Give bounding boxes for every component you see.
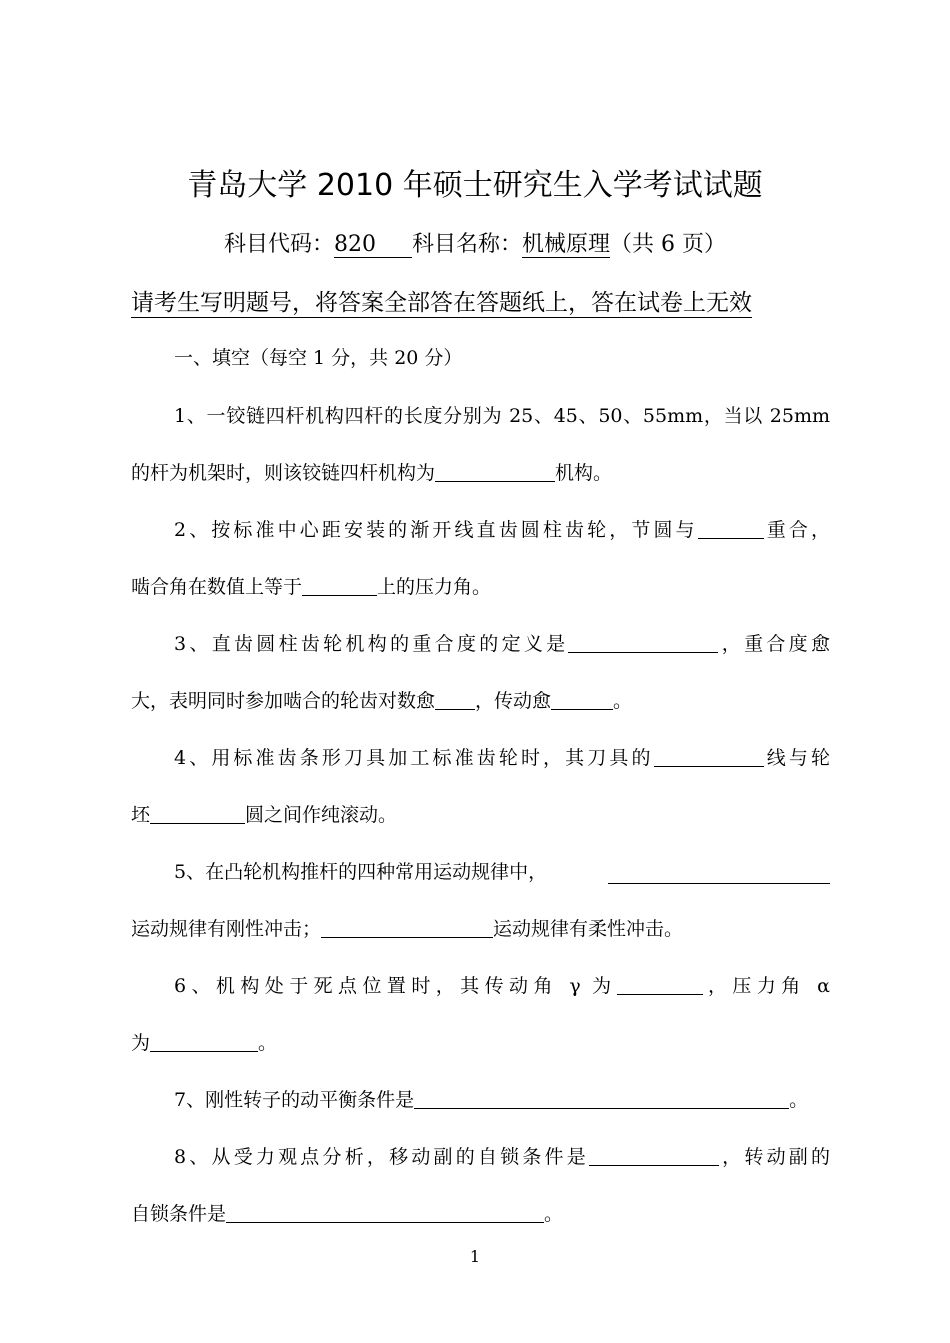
answer-blank [608,863,830,884]
question-4-line-1: 4、用标准齿条形刀具加工标准齿轮时，其刀具的 线与轮 [174,747,830,769]
answer-notice: 请考生写明题号，将答案全部答在答题纸上，答在试卷上无效 [131,290,752,316]
answer-blank [226,1202,544,1223]
answer-blank [435,689,475,710]
question-2-line-1: 2、按标准中心距安装的渐开线直齿圆柱齿轮，节圆与 重合， [174,519,830,541]
subject-name-value: 机械原理 [522,232,611,257]
answer-blank [551,689,613,710]
question-7-line-1: 7、刚性转子的动平衡条件是 。 [174,1089,809,1111]
question-8-line-2: 自锁条件是 。 [131,1203,564,1225]
exam-title: 青岛大学 2010 年硕士研究生入学考试试题 [187,168,763,203]
subject-name-label: 科目名称： [412,232,523,257]
subject-code-value: 820 [334,233,412,258]
answer-blank [568,632,718,653]
answer-blank [150,803,245,824]
question-3-line-1: 3、直齿圆柱齿轮机构的重合度的定义是 ，重合度愈 [174,633,830,655]
answer-blank [435,461,555,482]
answer-blank [150,1031,258,1052]
question-3-line-2: 大，表明同时参加啮合的轮齿对数愈 ，传动愈 。 [131,690,633,712]
question-4-line-2: 坯 圆之间作纯滚动。 [131,804,398,826]
question-5-line-2: 运动规律有刚性冲击； 运动规律有柔性冲击。 [131,918,684,940]
page-count-note: （共 6 页） [610,232,727,257]
answer-blank [654,746,764,767]
question-6-line-2: 为 。 [131,1032,278,1054]
page-number: 1 [469,1247,481,1266]
answer-blank [589,1145,719,1166]
question-8-line-1: 8、从受力观点分析，移动副的自锁条件是 ，转动副的 [174,1146,830,1168]
question-1-line-2: 的杆为机架时，则该铰链四杆机构为 机构。 [131,462,613,484]
question-1-line-1: 1、一铰链四杆机构四杆的长度分别为 25、45、50、55mm，当以 25mm [174,405,830,427]
answer-blank [321,917,493,938]
answer-blank [617,974,703,995]
question-5-line-1: 5、在凸轮机构推杆的四种常用运动规律中， [174,857,830,887]
answer-blank [698,518,764,539]
question-6-line-1: 6、机构处于死点位置时，其传动角 γ 为 ，压力角 α [174,975,830,997]
answer-blank [302,575,377,596]
answer-blank [414,1088,789,1109]
subject-code-label: 科目代码： [223,232,334,257]
section-heading: 一、填空（每空 1 分，共 20 分） [174,347,463,369]
question-2-line-2: 啮合角在数值上等于 上的压力角。 [131,576,492,598]
subject-info [0,229,950,261]
